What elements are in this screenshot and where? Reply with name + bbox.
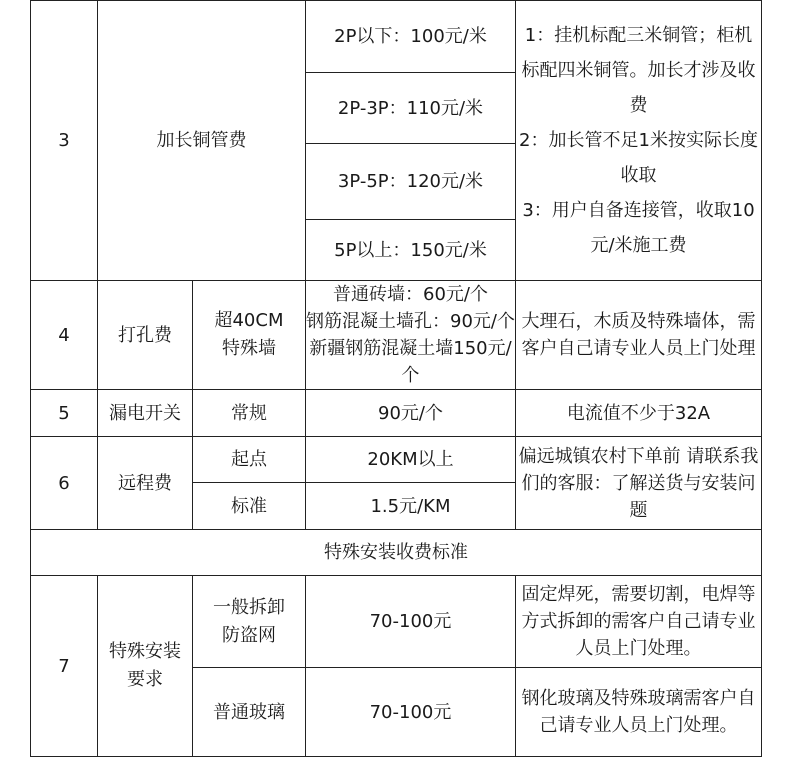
row-7-note-b: 钢化玻璃及特殊玻璃需客户自己请专业人员上门处理。 <box>516 668 762 757</box>
row-4-price-3: 新疆钢筋混凝土墙150元/个 <box>309 338 512 386</box>
row-3-price-2: 2P-3P：110元/米 <box>306 73 516 144</box>
row-5-number: 5 <box>31 390 98 437</box>
row-7-sub-a <box>193 576 306 668</box>
row-7-item-line1: 特殊安装 <box>109 641 181 663</box>
row-6-sub-standard: 标准 <box>193 483 306 530</box>
row-7-price-a: 70-100元 <box>306 576 516 668</box>
row-5-item: 漏电开关 <box>98 390 193 437</box>
row-4-price-2: 钢筋混凝土墙孔：90元/个 <box>306 311 515 332</box>
row-3-item: 加长铜管费 <box>98 1 306 281</box>
row-3-price-4: 5P以上：150元/米 <box>306 220 516 281</box>
row-3-note-3: 3：用户自备连接管，收取10元/米施工费 <box>522 200 755 257</box>
row-6-note: 偏远城镇农村下单前 请联系我们的客服：了解送货与安装问题 <box>516 437 762 530</box>
row-3-price-3: 3P-5P：120元/米 <box>306 144 516 220</box>
row-3-price-1: 2P以下：100元/米 <box>306 1 516 73</box>
row-4-note: 大理石，木质及特殊墙体，需客户自己请专业人员上门处理 <box>516 281 762 390</box>
row-4-sub <box>193 281 306 390</box>
row-4-sub-line2: 特殊墙 <box>221 338 276 359</box>
row-3-note-1: 1：挂机标配三米铜管；柜机标配四米铜管。加长才涉及收费 <box>521 24 756 116</box>
row-4-price-1: 普通砖墙：60元/个 <box>333 284 488 305</box>
row-7-sub-a-line1: 一般拆卸 <box>213 596 285 618</box>
row-4-prices <box>306 281 516 390</box>
row-7-note-a: 固定焊死，需要切割，电焊等方式拆卸的需客户自己请专业人员上门处理。 <box>516 576 762 668</box>
row-4-item: 打孔费 <box>98 281 193 390</box>
row-6-number: 6 <box>31 437 98 530</box>
row-7-item <box>98 576 193 757</box>
row-4-number: 4 <box>31 281 98 390</box>
section-title: 特殊安装收费标准 <box>31 530 762 576</box>
fee-table <box>30 0 762 757</box>
row-7-sub-b: 普通玻璃 <box>193 668 306 757</box>
row-5-sub: 常规 <box>193 390 306 437</box>
row-3-note <box>516 1 762 281</box>
row-6-price-start: 20KM以上 <box>306 437 516 483</box>
row-6-price-standard: 1.5元/KM <box>306 483 516 530</box>
row-7-price-b: 70-100元 <box>306 668 516 757</box>
row-3-note-2: 2：加长管不足1米按实际长度收取 <box>519 129 758 187</box>
row-5-note: 电流值不少于32A <box>516 390 762 437</box>
row-7-item-line2: 要求 <box>127 669 163 690</box>
row-4-sub-line1: 超40CM <box>214 310 284 332</box>
row-6-item: 远程费 <box>98 437 193 530</box>
row-6-sub-start: 起点 <box>193 437 306 483</box>
row-5-price: 90元/个 <box>306 390 516 437</box>
row-7-sub-a-line2: 防盗网 <box>222 624 276 646</box>
row-3-number: 3 <box>31 1 98 281</box>
row-7-number: 7 <box>31 576 98 757</box>
